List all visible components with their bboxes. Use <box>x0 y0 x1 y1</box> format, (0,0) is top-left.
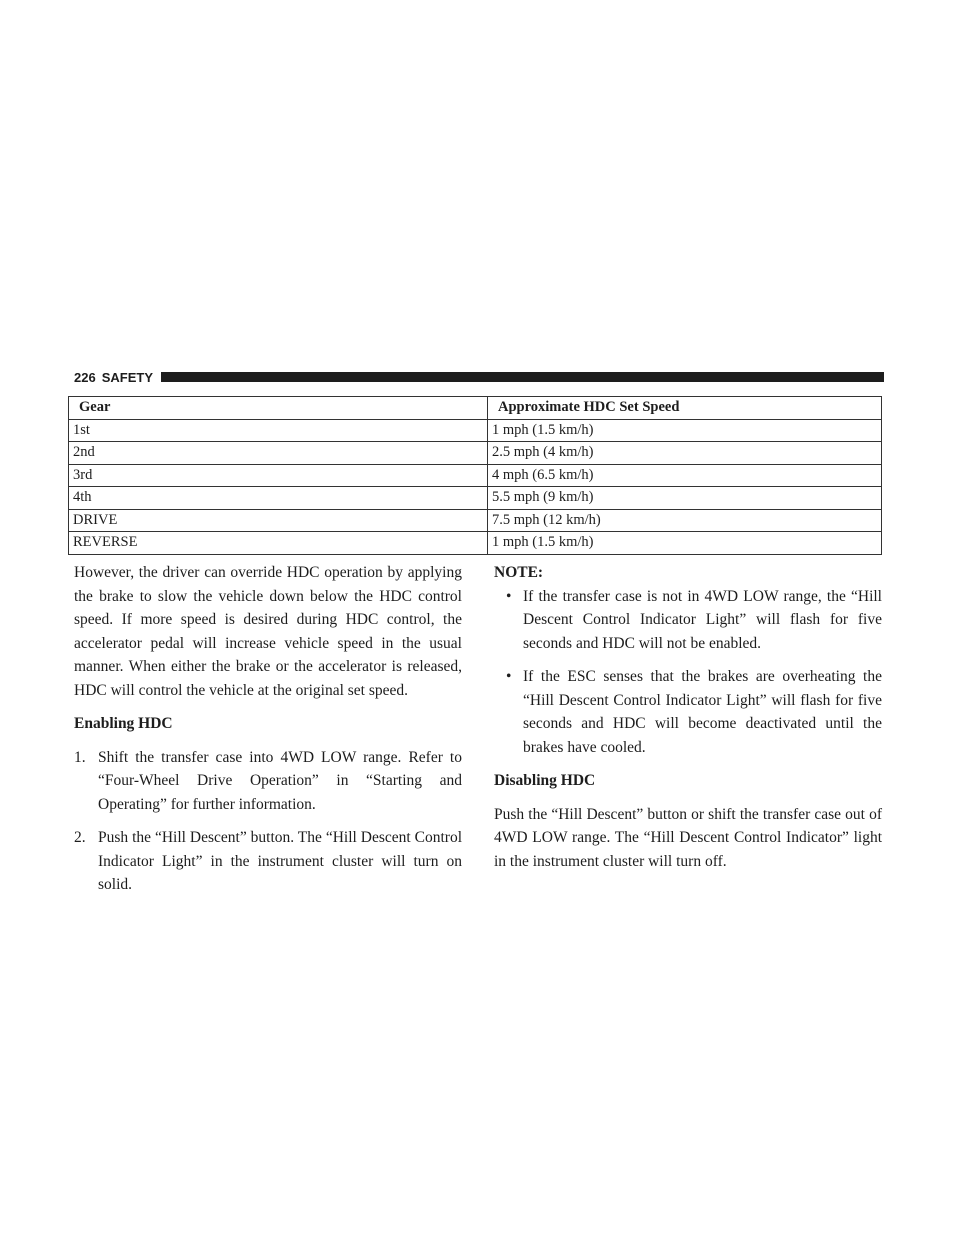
gear-cell: REVERSE <box>69 532 488 555</box>
step-text: Shift the transfer case into 4WD LOW range. Refer to “Four-Wheel Drive Operation” in “Starting and Operating” for further information. <box>98 748 462 813</box>
left-column <box>74 561 462 897</box>
disabling-paragraph: Push the “Hill Descent” button or shift the transfer case out of 4WD LOW range. The “Hill Descent Control Indicator” light in the instrument cluster will turn off. <box>494 805 882 870</box>
table-row <box>69 442 882 465</box>
speed-cell: 1 mph (1.5 km/h) <box>488 419 882 442</box>
hdc-speed-table <box>68 396 882 555</box>
speed-cell: 1 mph (1.5 km/h) <box>488 532 882 555</box>
note-heading: NOTE: <box>494 564 544 581</box>
page-number: 226 <box>74 369 96 385</box>
table-header-speed: Approximate HDC Set Speed <box>488 397 882 420</box>
speed-cell: 5.5 mph (9 km/h) <box>488 487 882 510</box>
bullet-icon: • <box>506 587 512 605</box>
gear-cell: 3rd <box>69 464 488 487</box>
note-text: If the transfer case is not in 4WD LOW range, the “Hill Descent Control Indicator Light” will flash for five seconds and HDC will not be enabled. <box>523 587 882 652</box>
note-item <box>506 665 882 759</box>
header-rule <box>161 372 884 382</box>
disabling-hdc-heading: Disabling HDC <box>494 772 596 789</box>
table-row <box>69 464 882 487</box>
table-header-row <box>69 397 882 420</box>
right-column <box>494 561 882 873</box>
step-item <box>74 746 462 817</box>
step-text: Push the “Hill Descent” button. The “Hill Descent Control Indicator Light” in the instrument cluster will turn on solid. <box>98 829 462 893</box>
note-text: If the ESC senses that the brakes are overheating the “Hill Descent Control Indicator Light” will flash for five seconds and HDC will become deactivated until the brakes have cooled. <box>523 668 882 756</box>
speed-cell: 4 mph (6.5 km/h) <box>488 464 882 487</box>
bullet-icon: • <box>506 668 512 685</box>
table-row <box>69 509 882 532</box>
page-header <box>74 369 884 385</box>
table-row <box>69 532 882 555</box>
speed-cell: 7.5 mph (12 km/h) <box>488 509 882 532</box>
table-header-gear: Gear <box>69 397 488 420</box>
gear-cell: 2nd <box>69 442 488 465</box>
gear-cell: DRIVE <box>69 509 488 532</box>
step-number: 2. <box>74 829 86 846</box>
note-item <box>506 585 882 656</box>
table-row <box>69 419 882 442</box>
step-number: 1. <box>74 748 86 766</box>
step-item <box>74 826 462 897</box>
gear-cell: 4th <box>69 487 488 510</box>
enabling-hdc-heading: Enabling HDC <box>74 715 173 732</box>
table-row <box>69 487 882 510</box>
speed-cell: 2.5 mph (4 km/h) <box>488 442 882 465</box>
gear-cell: 1st <box>69 419 488 442</box>
override-paragraph: However, the driver can override HDC operation by applying the brake to slow the vehicle down below the HDC control speed. If more speed is desired during HDC control, the accelerator pedal will increase vehicle speed in the usual manner. When either the brake or the accelerator is released, HDC will control the vehicle at the original set speed. <box>74 564 462 699</box>
section-title: SAFETY <box>101 369 153 385</box>
